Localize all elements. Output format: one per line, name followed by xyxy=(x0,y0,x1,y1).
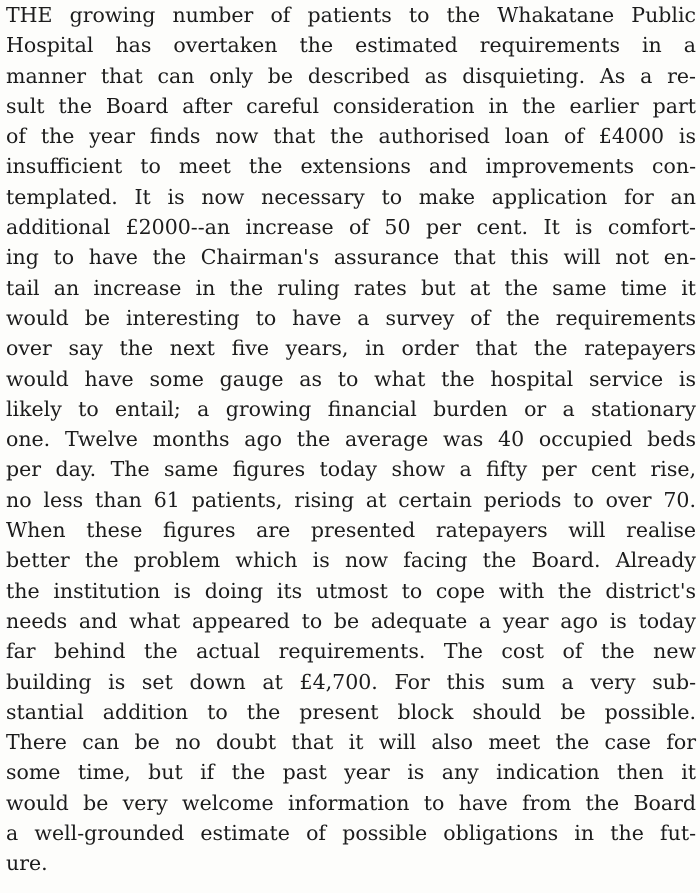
article-line: stantial addition to the present block should be possible. xyxy=(6,699,696,724)
article-line: would be interesting to have a survey of the requirements xyxy=(6,305,696,330)
article-line: needs and what appeared to be adequate a year ago is today xyxy=(6,608,696,633)
article-line: would have some gauge as to what the hospital service is xyxy=(6,366,696,391)
article-line: building is set down at £4,700. For this sum a very sub- xyxy=(6,669,696,694)
article-line: of the year finds now that the authorised loan of £4000 is xyxy=(6,124,696,149)
article-line: tail an increase in the ruling rates but at the same time it xyxy=(6,275,696,300)
article-line: no less than 61 patients, rising at certain periods to over 70. xyxy=(6,487,696,512)
article-line: better the problem which is now facing the Board. Already xyxy=(6,548,696,573)
article-line: Hospital has overtaken the estimated requirements in a xyxy=(6,33,696,58)
article-line: templated. It is now necessary to make application for an xyxy=(6,184,696,209)
article-line: There can be no doubt that it will also meet the case for xyxy=(6,730,696,755)
article-line: over say the next five years, in order that the ratepayers xyxy=(6,336,696,361)
article-line: additional £2000--an increase of 50 per cent. It is comfort- xyxy=(6,215,696,240)
article-line: likely to entail; a growing financial burden or a stationary xyxy=(6,396,696,421)
article-line: THE growing number of patients to the Whakatane Public xyxy=(6,3,696,27)
article-line: one. Twelve months ago the average was 40 occupied beds xyxy=(6,427,696,452)
article-line: ing to have the Chairman's assurance that this will not en- xyxy=(6,245,696,270)
article-line: manner that can only be described as disquieting. As a re- xyxy=(6,63,696,88)
article-line: ure. xyxy=(6,851,48,876)
article-line: far behind the actual requirements. The cost of the new xyxy=(6,639,696,664)
article-line: sult the Board after careful consideration in the earlier part xyxy=(6,93,696,118)
article-line: per day. The same figures today show a fifty per cent rise, xyxy=(6,457,696,482)
article-line: the institution is doing its utmost to cope with the district's xyxy=(6,578,696,603)
article-line: some time, but if the past year is any indication then it xyxy=(6,760,696,785)
article-line: insufficient to meet the extensions and improvements con- xyxy=(6,154,696,179)
editorial-article xyxy=(6,0,696,879)
article-line: would be very welcome information to have from the Board xyxy=(6,790,696,815)
article-line: When these figures are presented ratepayers will realise xyxy=(6,518,696,543)
article-line: a well-grounded estimate of possible obligations in the fut- xyxy=(6,821,696,846)
